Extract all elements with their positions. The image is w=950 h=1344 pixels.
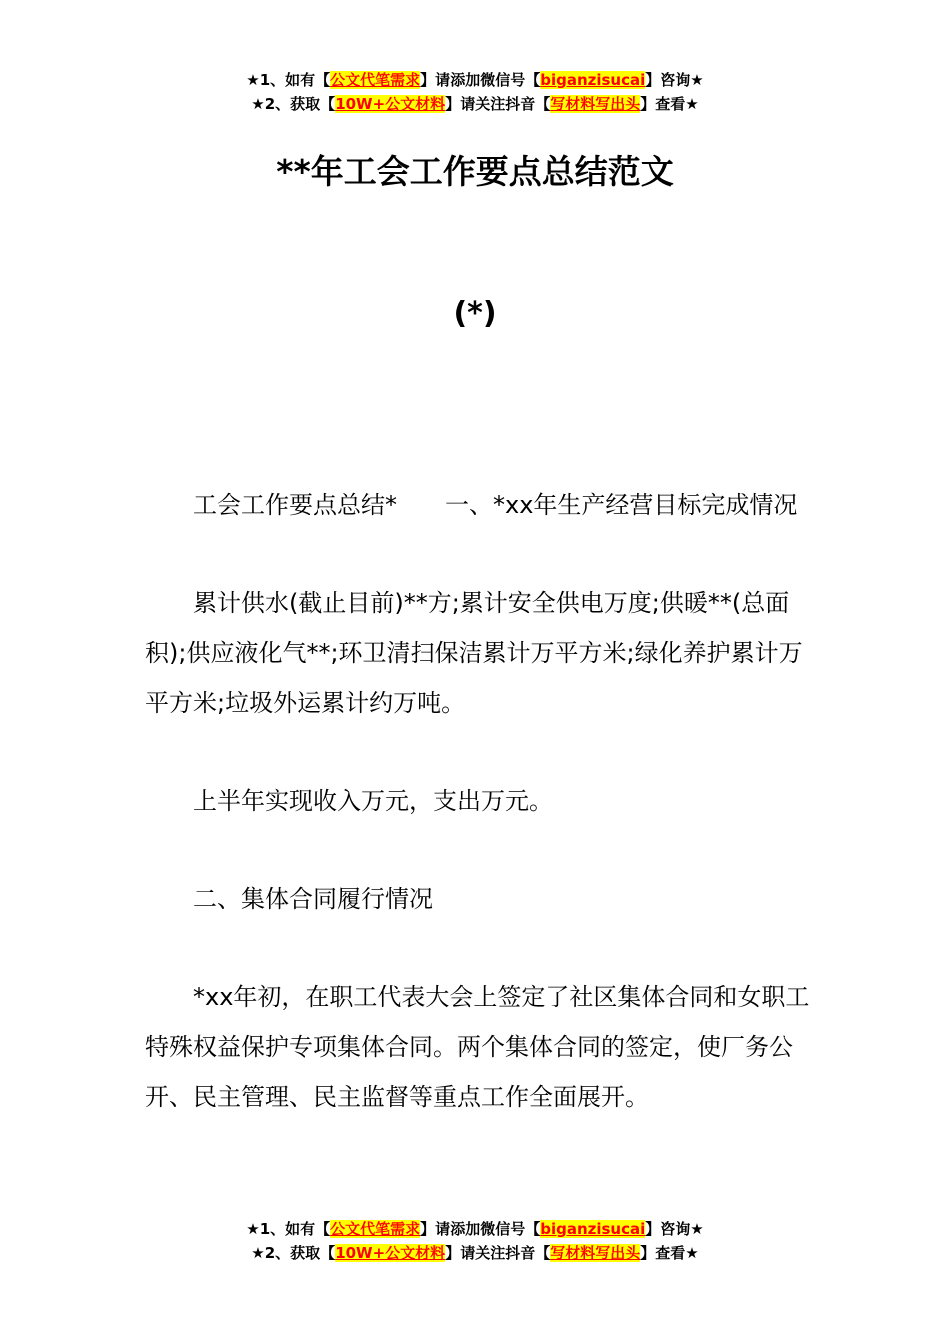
paragraph-1 — [145, 480, 810, 530]
section-heading-1: 一、*xx年生产经营目标完成情况 — [445, 491, 798, 519]
banner-text: 】查看★ — [640, 1244, 699, 1262]
banner-emphasis: 关注 — [475, 95, 506, 113]
highlight-douyin: 写材料写出头 — [550, 1244, 641, 1262]
banner-emphasis: 添加 — [450, 71, 481, 89]
paragraph-5: *xx年初，在职工代表大会上签定了社区集体合同和女职工特殊权益保护专项集体合同。两个集体合同的签定，使厂务公开、民主管理、民主监督等重点工作全面展开。 — [145, 983, 810, 1111]
document-subtitle: (*) — [453, 296, 497, 331]
summary-label: 工会工作要点总结* — [193, 491, 397, 519]
banner-text: 】请 — [420, 71, 451, 89]
highlight-service: 公文代笔需求 — [330, 71, 421, 89]
banner-line-1 — [0, 1217, 950, 1241]
highlight-materials: 10W+公文材料 — [335, 95, 446, 113]
banner-text: 抖音【 — [505, 95, 551, 113]
banner-text: 微信号【 — [480, 1220, 541, 1238]
highlight-wechat-id: biganzisucai — [540, 1220, 646, 1238]
banner-text: 】请 — [445, 1244, 476, 1262]
highlight-service: 公文代笔需求 — [330, 1220, 421, 1238]
banner-line-2 — [0, 92, 950, 116]
bottom-banner — [0, 1217, 950, 1265]
banner-text: ★2、获取【 — [251, 1244, 336, 1262]
banner-text: 】请 — [445, 95, 476, 113]
top-banner — [0, 68, 950, 116]
document-body — [145, 480, 810, 1170]
paragraph-2: 累计供水(截止目前)**方;累计安全供电万度;供暖**(总面积);供应液化气**;环卫清扫保洁累计万平方米;绿化养护累计万平方米;垃圾外运累计约万吨。 — [145, 589, 803, 717]
banner-text: 】咨询★ — [645, 1220, 704, 1238]
banner-emphasis: 添加 — [450, 1220, 481, 1238]
document-title: **年工会工作要点总结范文 — [276, 152, 674, 191]
banner-line-1 — [0, 68, 950, 92]
banner-text: 抖音【 — [505, 1244, 551, 1262]
paragraph-3: 上半年实现收入万元，支出万元。 — [193, 787, 553, 815]
banner-emphasis: 关注 — [475, 1244, 506, 1262]
highlight-douyin: 写材料写出头 — [550, 95, 641, 113]
banner-text: 】查看★ — [640, 95, 699, 113]
banner-text: ★2、获取【 — [251, 95, 336, 113]
section-heading-2: 二、集体合同履行情况 — [193, 885, 433, 913]
banner-text: ★1、如有【 — [246, 71, 331, 89]
banner-text: ★1、如有【 — [246, 1220, 331, 1238]
banner-text: 】请 — [420, 1220, 451, 1238]
banner-text: 微信号【 — [480, 71, 541, 89]
highlight-materials: 10W+公文材料 — [335, 1244, 446, 1262]
highlight-wechat-id: biganzisucai — [540, 71, 646, 89]
banner-text: 】咨询★ — [645, 71, 704, 89]
banner-line-2 — [0, 1241, 950, 1265]
